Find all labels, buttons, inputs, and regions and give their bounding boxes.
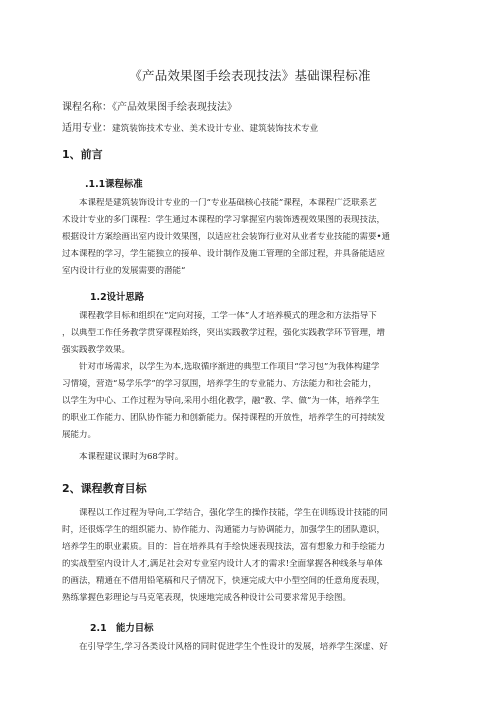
section-1-1-heading: .1.1课程标准 [85, 179, 143, 190]
paragraph-line: 熟练掌握色彩理论与马克笔表现，快速地完成各种设计公司要求常见手绘图。 [62, 593, 352, 603]
paragraph-line: 本课程建议课时为68学时。 [79, 452, 184, 462]
section-1-heading: 1、前言 [62, 148, 103, 161]
paragraph-line: 本课程是建筑装饰设计专业的一门“专业基础核心技能”课程，本课程广泛联系艺 [79, 198, 377, 208]
document-title: 《产品效果图手绘表现技法》基础课程标准 [129, 68, 371, 83]
paragraph-line: 时，还很炼学生的组织能力、协作能力、沟通能力与协调能力，加强学生的团队遨识， [62, 525, 386, 535]
course-name-label: 课程名称： [62, 102, 112, 113]
section-1-2-heading: 1.2设计思路 [90, 292, 145, 303]
section-2-1-heading: 2.1 能力目标 [90, 623, 154, 634]
section-2-heading: 2、课程教育目标 [62, 482, 147, 495]
paragraph-line: 的画法，精通在不借用铅笔稿和尺子情况下，快速完成大中小型空间的任意角度表现， [62, 576, 386, 586]
paragraph-line: 培养学生的职业素质。目的：旨在培养具有手绘快速表现技法，富有想象力和手绘能力 [62, 542, 386, 552]
paragraph-line: 课程教学目标和组织在“定向对接，工学一体”人才培养模式的理念和方法指导下 [79, 311, 377, 321]
applicable-major-row [62, 119, 318, 134]
paragraph-line: 过本课程的学习，学生能独立的接单、设计制作及施工管理的全部过程，并具备能适应 [62, 249, 386, 259]
paragraph-line: 在引导学生,学习各类设计风格的同时促进学生个性设计的发展，培养学生深虚、好 [79, 642, 388, 652]
course-name-row [62, 98, 237, 113]
paragraph-line: ，以典型工作任务教学贯穿课程始终，突出实践教学过程，强化实践教学环节管理，增 [62, 328, 386, 338]
paragraph-line: 室内设计行业的发展需要的潜能“ [62, 266, 186, 276]
paragraph-line: 术设计专业的多门课程：学生通过本课程的学习掌握室内装饰透视效果图的表现技法， [62, 215, 386, 225]
course-name-value: 《产品效果图手绘表现技法》 [112, 102, 237, 113]
paragraph-line: 的实战型室内设计人才,满足社会对专业室内设计人才的需求!全面掌握各种线条与单体 [62, 559, 383, 569]
paragraph-line: 以学生为中心、工作过程为导向,采用小组化教学，融“教、学、做”为一体，培养学生 [62, 396, 380, 406]
applicable-major-label: 适用专业： [62, 123, 112, 134]
applicable-major-value: 建筑装饰技术专业、美术设计专业、建筑装饰技术专业 [112, 124, 319, 134]
paragraph-line: 展能力。 [62, 430, 97, 440]
paragraph-line: 针对市场需求，以学生为本,选取循序渐进的典型工作项目“学习包”为我体构建学 [79, 362, 380, 372]
paragraph-line: 的职业工作能力、团队协作能力和创新能力。保持课程的开放性，培养学生的可持续发 [62, 413, 386, 423]
paragraph-line: 强实践教学效果。 [62, 345, 131, 355]
paragraph-line: 课程以工作过程为导向,工学结合，强化学生的操作技能，学生在训练设计技能的同 [79, 508, 388, 518]
paragraph-line: 根据设计方案绘画出室内设计效果图，以适应社会装饰行业对从业者专业技能的需要•通 [62, 232, 391, 242]
paragraph-line: 习情境，营造“易学乐学”的学习氛围，培养学生的专业能力、方法能力和社会能力， [62, 379, 377, 389]
